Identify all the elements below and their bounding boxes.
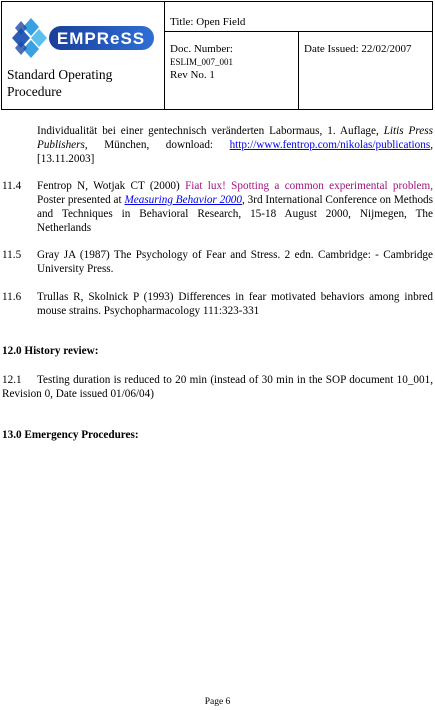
history-text: Testing duration is reduced to 20 min (instead of 30 min in the SOP document 10_001, Revision 0, Date issued 01/06/04): [2, 374, 433, 400]
ref-date: , [13.11.2003]: [37, 139, 433, 165]
page-number: Page 6: [204, 697, 231, 707]
ref-text: Individualität bei einer gentechnisch veränderten Labormaus, 1. Auflage,: [37, 125, 384, 137]
ref-number: 11.5: [2, 249, 22, 261]
sop-label: Standard Operating Procedure: [7, 67, 113, 99]
ref-text: Poster presented at: [37, 194, 125, 206]
revision-number: Rev No. 1: [170, 69, 215, 81]
ref-title-highlight: Fiat lux! Spotting a common experimental problem,: [185, 180, 433, 192]
ref-text: , 3rd International Conference on Methods and Techniques in Behavioral Research, 15-18 August 2000, Nijmegen, The Netherlands: [37, 194, 433, 234]
ref-number: 11.4: [2, 180, 22, 192]
reference-11-6: Trullas R, Skolnick P (1993) Differences in fear motivated behaviors among inbred mouse strains. Psychopharmacology 111:323-331: [37, 291, 433, 317]
reference-continuation: [37, 124, 433, 166]
measuring-behavior-link[interactable]: Measuring Behavior 2000: [124, 194, 242, 206]
reference-11-5: Gray JA (1987) The Psychology of Fear and Stress. 2 edn. Cambridge: - Cambridge University Press.: [37, 249, 433, 275]
ref-text: , München, download:: [84, 139, 214, 151]
doc-title: Title: Open Field: [165, 2, 433, 32]
logo-text: EMPReSS: [56, 29, 146, 48]
emergency-heading: 13.0 Emergency Procedures:: [2, 429, 139, 441]
reference-11-4: [37, 179, 433, 235]
history-heading: 12.0 History review:: [2, 345, 99, 357]
history-number: 12.1: [2, 374, 22, 386]
publications-link[interactable]: http://www.fentrop.com/nikolas/publications: [229, 139, 431, 151]
doc-number-label: Doc. Number:: [170, 43, 233, 55]
ref-number: 11.6: [2, 291, 22, 303]
ref-publisher: Litis Press Publishers: [37, 125, 433, 151]
date-issued: Date Issued: 22/02/2007: [299, 32, 433, 110]
doc-number: ESLIM_007_001: [170, 57, 233, 67]
ref-text: Fentrop N, Wotjak CT (2000): [37, 180, 186, 192]
